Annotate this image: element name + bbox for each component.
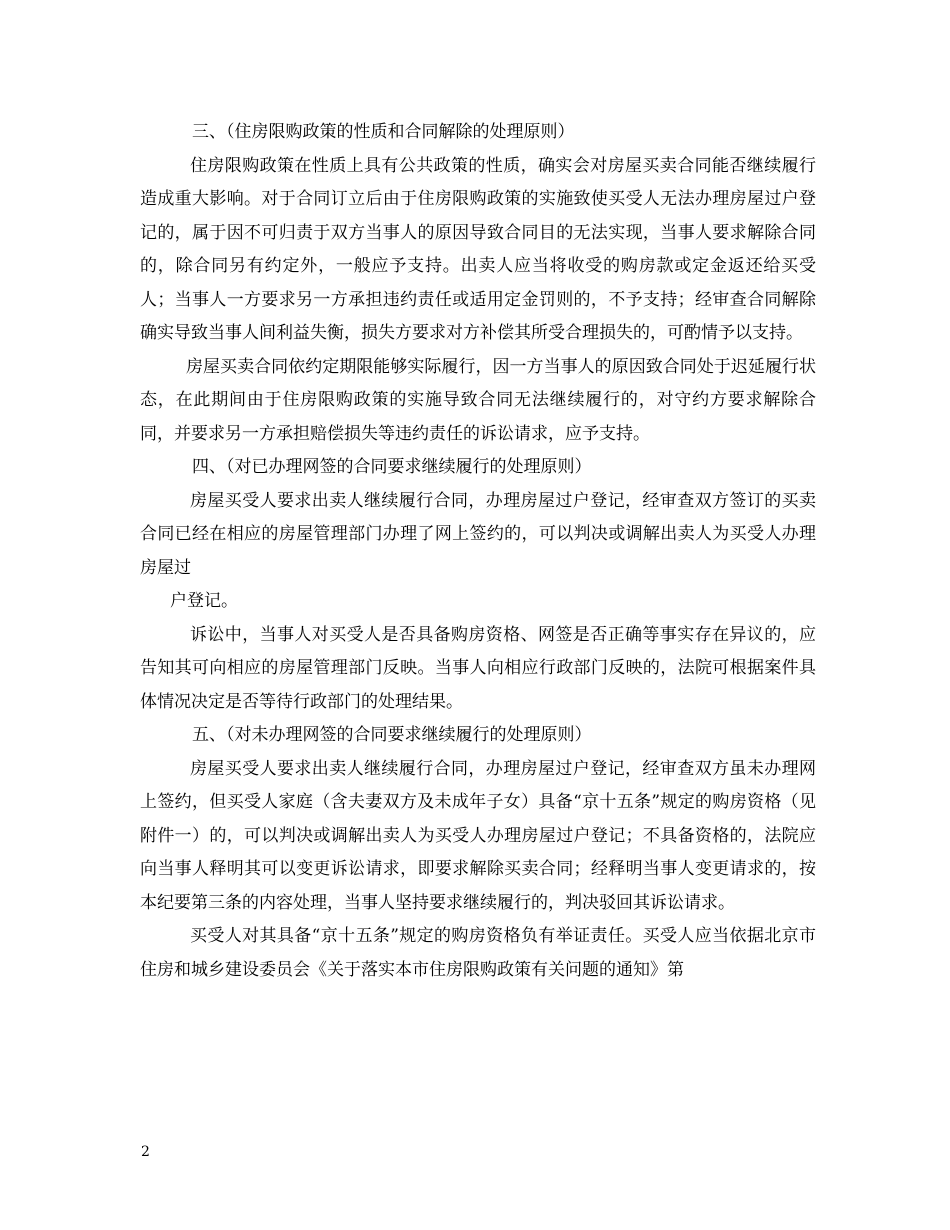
section-heading-4: 四、（对已办理网签的合同要求继续履行的处理原则） [192,457,592,477]
section-heading-3: 三、（住房限购政策的性质和合同解除的处理原则） [192,122,575,142]
paragraph: 房屋买卖合同依约定期限能够实际履行，因一方当事人的原因致合同处于迟延履行状态，在此期间由于住房限购政策的实施导致合同无法继续履行的，对守约方要求解除合同，并要求另一方承担赔偿损失等违约责任的诉讼请求，应予支持。 [140,356,816,444]
paragraph: 房屋买受人要求出卖人继续履行合同，办理房屋过户登记，经审查双方签订的买卖合同已经在相应的房屋管理部门办理了网上签约的，可以判决或调解出卖人为买受人办理房屋过 [140,490,816,578]
paragraph-continuation: 户登记。 [170,591,238,611]
paragraph: 诉讼中，当事人对买受人是否具备购房资格、网签是否正确等事实存在异议的，应告知其可向相应的房屋管理部门反映。当事人向相应行政部门反映的，法院可根据案件具体情况决定是否等待行政部门的处理结果。 [140,624,816,712]
page-number: 2 [141,1144,150,1160]
paragraph: 买受人对其具备“京十五条”规定的购房资格负有举证责任。买受人应当依据北京市住房和城乡建设委员会《关于落实本市住房限购政策有关问题的通知》第 [140,926,816,980]
document-body [140,116,816,987]
paragraph: 房屋买受人要求出卖人继续履行合同，办理房屋过户登记，经审查双方虽未办理网上签约，但买受人家庭（含夫妻双方及未成年子女）具备“京十五条”规定的购房资格（见附件一）的，可以判决或调解出卖人为买受人办理房屋过户登记；不具备资格的，法院应向当事人释明其可以变更诉讼请求，即要求解除买卖合同；经释明当事人变更请求的，按本纪要第三条的内容处理，当事人坚持要求继续履行的，判决驳回其诉讼请求。 [140,758,816,913]
section-heading-5: 五、（对未办理网签的合同要求继续履行的处理原则） [192,725,592,745]
paragraph: 住房限购政策在性质上具有公共政策的性质，确实会对房屋买卖合同能否继续履行造成重大影响。对于合同订立后由于住房限购政策的实施致使买受人无法办理房屋过户登记的，属于因不可归责于双方当事人的原因导致合同目的无法实现，当事人要求解除合同的，除合同另有约定外，一般应予支持。出卖人应当将收受的购房款或定金返还给买受人；当事人一方要求另一方承担违约责任或适用定金罚则的，不予支持；经审查合同解除确实导致当事人间利益失衡，损失方要求对方补偿其所受合理损失的，可酌情予以支持。 [140,155,816,343]
